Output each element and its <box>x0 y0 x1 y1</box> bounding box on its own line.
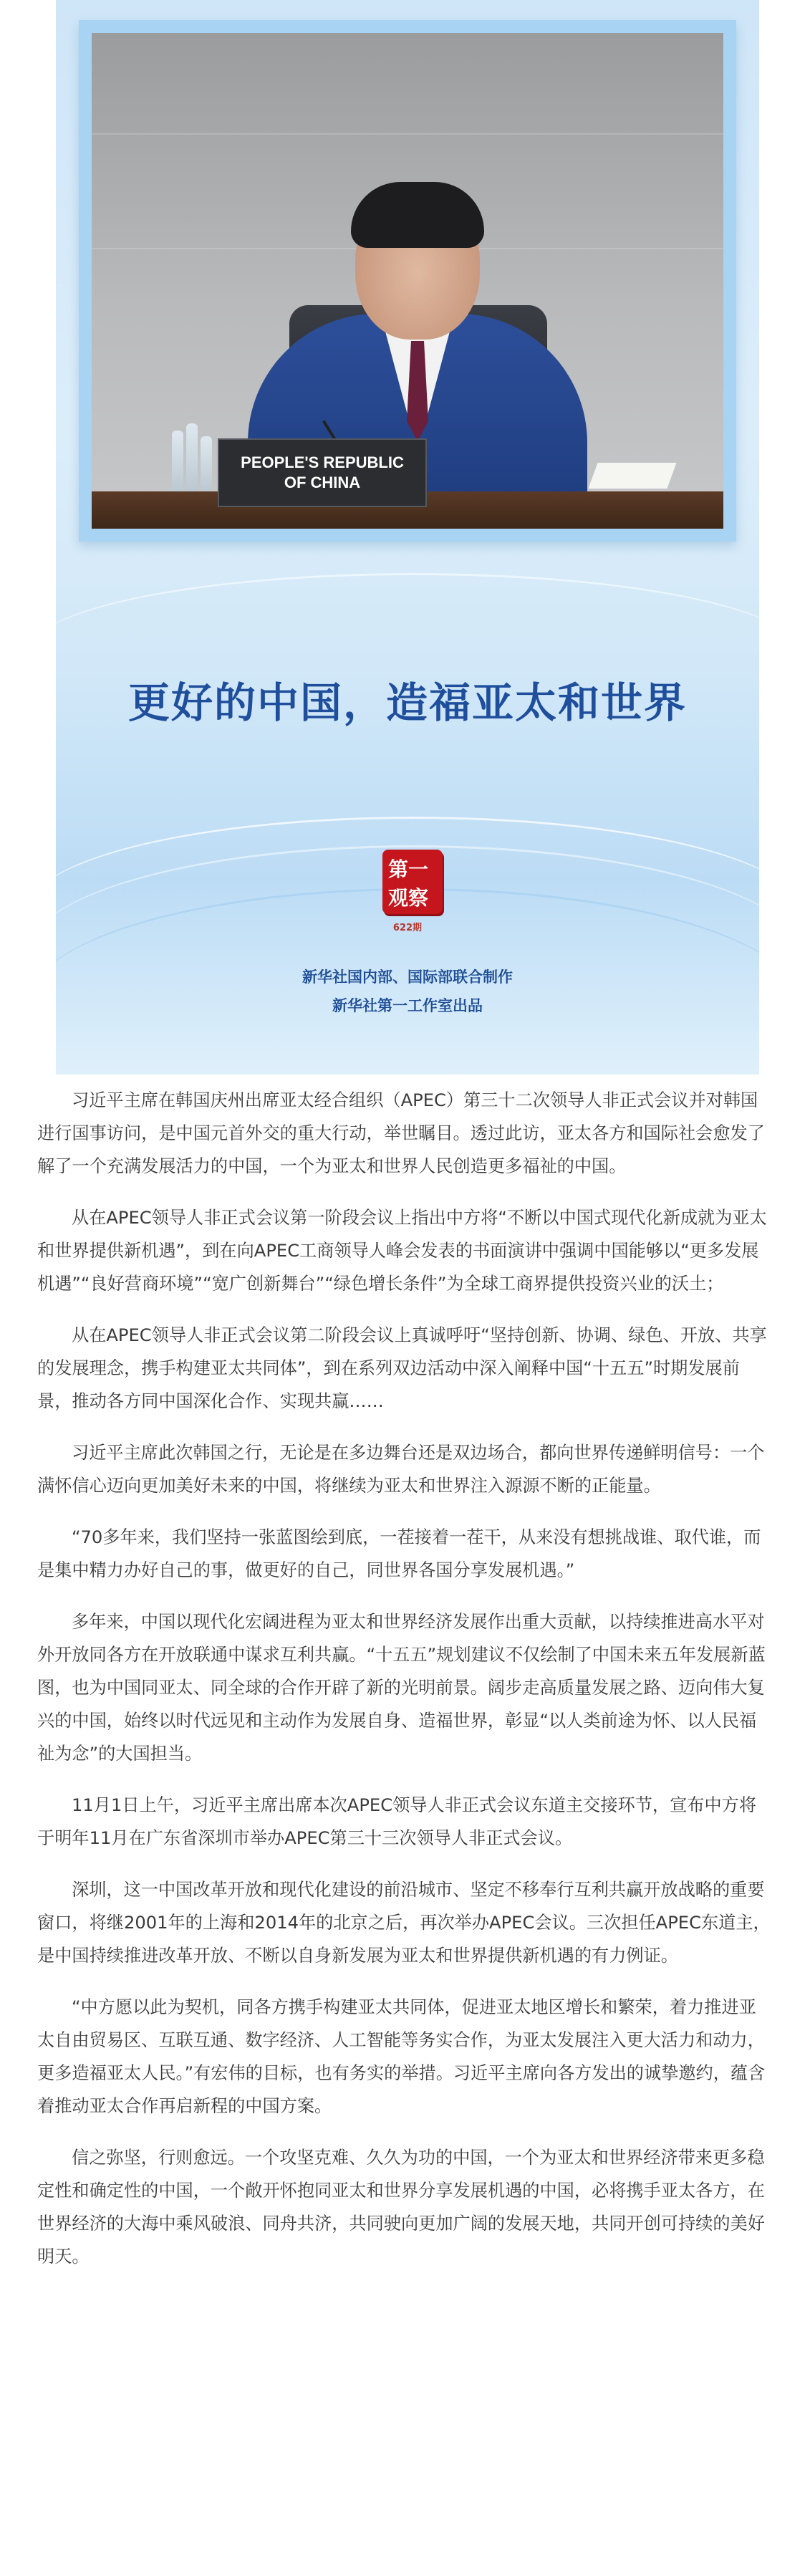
article-paragraph: 多年来，中国以现代化宏阔进程为亚太和世界经济发展作出重大贡献，以持续推进高水平对外开放同各方在开放联通中谋求互利共赢。“十五五”规划建议不仅绘制了中国未来五年发展新蓝图，也为中国同亚太、同全球的合作开辟了新的光明前景。阔步走高质量发展之路、迈向伟大复兴的中国，始终以时代远见和主动作为发展自身、造福世界，彰显“以人类前途为怀、以人民福祉为念”的大国担当。 <box>37 1612 766 1764</box>
hero-poster <box>56 0 759 1075</box>
seal-text-top: 第一 <box>388 857 429 881</box>
article-paragraph: 信之弥坚，行则愈远。一个攻坚克难、久久为功的中国，一个为亚太和世界经济带来更多稳定性和确定性的中国，一个敞开怀抱同亚太和世界分享发展机遇的中国，必将携手亚太各方，在世界经济的大海中乘风破浪、同舟共济，共同驶向更加广阔的发展天地，共同开创可持续的美好明天。 <box>37 2148 765 2267</box>
producer-line-1: 新华社国内部、国际部联合制作 <box>302 969 513 986</box>
article-paragraph: 习近平主席此次韩国之行，无论是在多边舞台还是双边场合，都向世界传递鲜明信号：一个满怀信心迈向更加美好未来的中国，将继续为亚太和世界注入源源不断的正能量。 <box>37 1443 765 1496</box>
producer-line-2: 新华社第一工作室出品 <box>332 997 483 1014</box>
article-paragraph: “70多年来，我们坚持一张蓝图绘到底，一茬接着一茬干，从来没有想挑战谁、取代谁，而是集中精力办好自己的事，做更好的自己，同世界各国分享发展机遇。” <box>37 1527 761 1580</box>
article-paragraph: 11月1日上午，习近平主席出席本次APEC领导人非正式会议东道主交接环节，宣布中方将于明年11月在广东省深圳市举办APEC第三十三次领导人非正式会议。 <box>37 1795 757 1848</box>
article-paragraph: 习近平主席在韩国庆州出席亚太经合组织（APEC）第三十二次领导人非正式会议并对韩国进行国事访问，是中国元首外交的重大行动，举世瞩目。透过此访，亚太各方和国际社会愈发了解了一个充满发展活力的中国，一个为亚太和世界人民创造更多福祉的中国。 <box>37 1090 765 1176</box>
column-logo-seal <box>382 850 443 914</box>
issue-number: 622期 <box>392 923 423 933</box>
nameplate <box>218 438 427 507</box>
leader-photo <box>92 33 723 529</box>
article-body <box>37 1084 773 2273</box>
article-paragraph: “中方愿以此为契机，同各方携手构建亚太共同体，促进亚太地区增长和繁荣，着力推进亚太自由贸易区、互联互通、数字经济、人工智能等务实合作，为亚太发展注入更大活力和动力，更多造福亚太人民。”有宏伟的目标，也有务实的举措。习近平主席向各方发出的诚挚邀约，蕴含着推动亚太合作再启新程的中国方案。 <box>37 1997 766 2116</box>
nameplate-line2: OF CHINA <box>284 474 361 491</box>
article-paragraph: 深圳，这一中国改革开放和现代化建设的前沿城市、坚定不移奉行互利共赢开放战略的重要窗口，将继2001年的上海和2014年的北京之后，再次举办APEC会议。三次担任APEC东道主，是中国持续推进改革开放、不断以自身新发展为亚太和世界提供新机遇的有力例证。 <box>37 1880 771 1966</box>
seal-text-bottom: 观察 <box>388 886 429 910</box>
nameplate-line1: PEOPLE'S REPUBLIC <box>241 453 404 471</box>
article-paragraph: 从在APEC领导人非正式会议第二阶段会议上真诚呼吁“坚持创新、协调、绿色、开放、共享的发展理念，携手构建亚太共同体”，到在系列双边活动中深入阐释中国“十五五”时期发展前景，推动各方同中国深化合作、实现共赢…… <box>37 1325 767 1411</box>
poster-title: 更好的中国，造福亚太和世界 <box>127 678 687 727</box>
article-paragraph: 从在APEC领导人非正式会议第一阶段会议上指出中方将“不断以中国式现代化新成就为亚太和世界提供新机遇”，到在向APEC工商领导人峰会发表的书面演讲中强调中国能够以“更多发展机遇”“良好营商环境”“宽广创新舞台”“绿色增长条件”为全球工商界提供投资兴业的沃土； <box>37 1208 767 1294</box>
water-bottles <box>172 420 215 495</box>
photo-frame <box>79 20 736 542</box>
